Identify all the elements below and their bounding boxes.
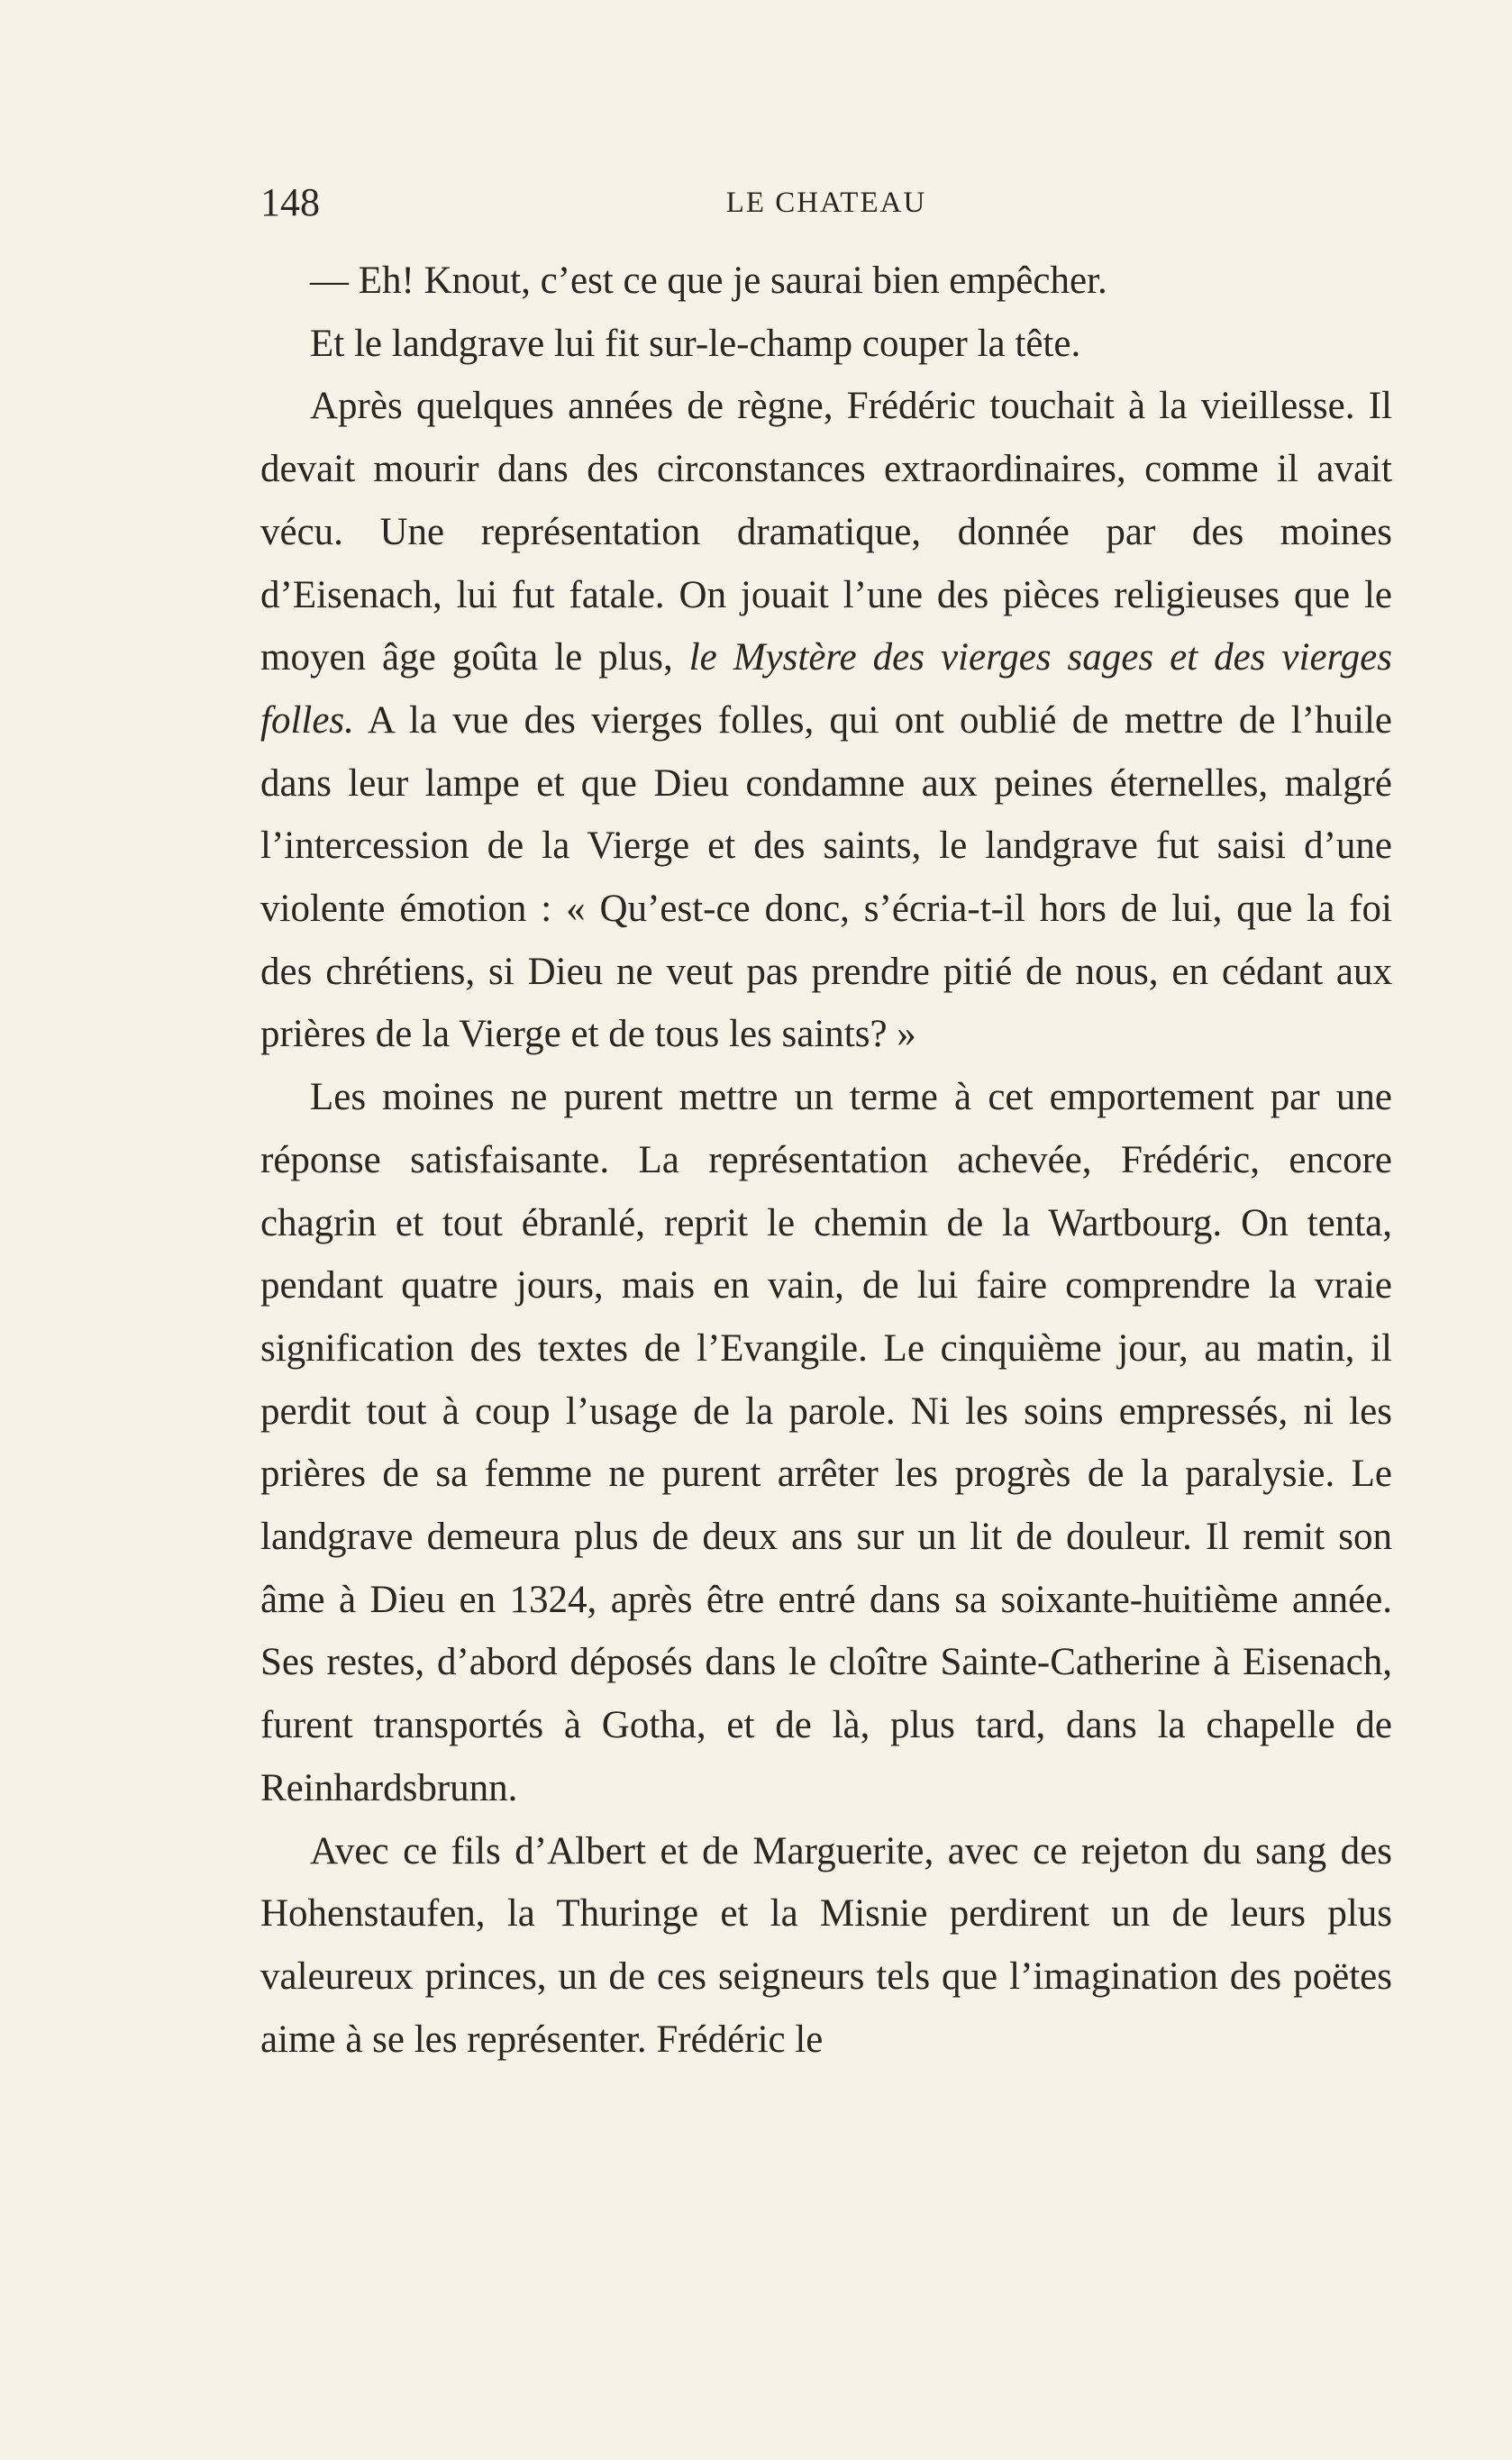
paragraph-1: — Eh! Knout, c’est ce que je saurai bien empêcher.: [310, 260, 1107, 302]
paragraph-3-before: Après quelques années de règne, Frédéric touchait à la vieillesse. Il devait mourir dans des circonstances extraordinaires, comme il avait vécu. Une représentation dramatique, donnée par des moines d’Eisenach, lui fut fatale. On jouait l’une des pièces religieuses que le moyen âge goûta le plus,: [260, 385, 1392, 679]
body-text: [260, 250, 1392, 2071]
paragraph-3-after: A la vue des vierges folles, qui ont oublié de mettre de l’huile dans leur lampe et que Dieu condamne aux peines éternelles, malgré l’intercession de la Vierge et des saints, le landgrave fut saisi d’une violente émotion : « Qu’est-ce donc, s’écria-t-il hors de lui, que la foi des chrétiens, si Dieu ne veut pas prendre pitié de nous, en cédant aux prières de la Vierge et de tous les saints? »: [260, 698, 1392, 1056]
page-header: [260, 176, 1392, 230]
running-title: LE CHATEAU: [725, 187, 927, 219]
paragraph-4: Les moines ne purent mettre un terme à cet emportement par une réponse satisfaisante. La représentation achevée, Frédéric, encore chagrin et tout ébranlé, reprit le chemin de la Wartbourg. On tenta, pendant quatre jours, mais en vain, de lui faire comprendre la vraie signification des textes de l’Evangile. Le cinquième jour, au matin, il perdit tout à coup l’usage de la parole. Ni les soins empressés, ni les prières de sa femme ne purent arrêter les progrès de la paralysie. Le landgrave demeura plus de deux ans sur un lit de douleur. Il remit son âme à Dieu en 1324, après être entré dans sa soixante-huitième année. Ses restes, d’abord déposés dans le cloître Sainte-Catherine à Eisenach, furent transportés à Gotha, et de là, plus tard, dans la chapelle de Reinhardsbrunn.: [260, 1076, 1392, 1809]
paragraph-2: Et le landgrave lui fit sur-le-champ couper la tête.: [310, 322, 1081, 365]
play-title: le Mystère des vierges sages et des vierges folles.: [260, 636, 1392, 742]
page-number: 148: [260, 180, 320, 224]
paragraph-3: [260, 375, 1392, 1066]
paragraph-5: Avec ce fils d’Albert et de Marguerite, avec ce rejeton du sang des Hohenstaufen, la Thuringe et la Misnie perdirent un de leurs plus valeureux princes, un de ces seigneurs tels que l’imagination des poëtes aime à se les représenter. Frédéric le: [260, 1829, 1392, 2061]
